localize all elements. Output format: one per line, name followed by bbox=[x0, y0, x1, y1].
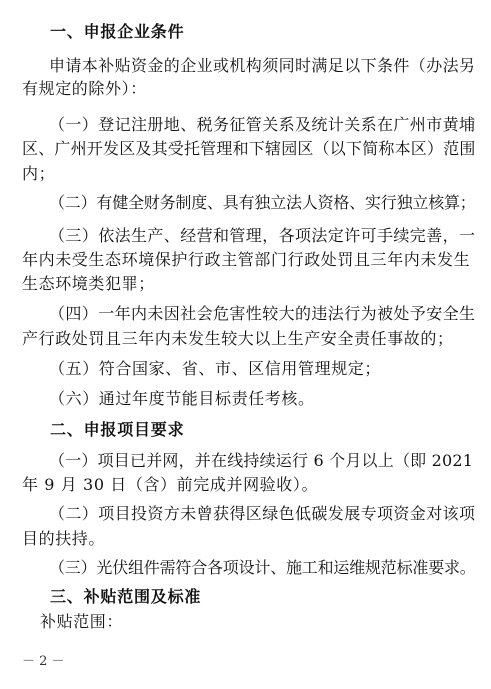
paragraph-line: 产行政处罚且三年内未发生较大以上生产安全责任事故的； bbox=[22, 328, 454, 348]
paragraph-line: （二）项目投资方未曾获得区绿色低碳发展专项资金对该项 bbox=[49, 504, 476, 524]
paragraph-line: （二）有健全财务制度、具有独立法人资格、实行独立核算； bbox=[49, 193, 476, 213]
paragraph-line: （三）依法生产、经营和管理，各项法定许可手续完善，一 bbox=[49, 225, 476, 245]
paragraph-line: 目的扶持。 bbox=[22, 528, 106, 548]
paragraph-line: 补贴范围： bbox=[40, 612, 124, 631]
paragraph-line: （一）项目已并网，并在线持续运行 6 个月以上（即 2021 bbox=[49, 450, 474, 470]
paragraph-line: （六）通过年度节能目标责任考核。 bbox=[49, 388, 315, 408]
page-number: － 2 － bbox=[22, 654, 65, 669]
paragraph-line: （四）一年内未因社会危害性较大的违法行为被处予安全生 bbox=[49, 304, 476, 324]
paragraph-line: 申请本补贴资金的企业或机构须同时满足以下条件（办法另 bbox=[49, 56, 476, 76]
paragraph-line: 年内未受生态环境保护行政主管部门行政处罚且三年内未发生 bbox=[22, 249, 471, 269]
paragraph-line: （五）符合国家、省、市、区信用管理规定； bbox=[49, 359, 382, 379]
paragraph-line: 区、广州开发区及其受托管理和下辖园区（以下简称本区）范围 bbox=[22, 139, 476, 159]
paragraph-line: 生态环境类犯罪； bbox=[22, 273, 155, 293]
paragraph-line: 年 9 月 30 日（含）前完成并网验收）。 bbox=[22, 474, 319, 494]
paragraph-line: 有规定的除外）： bbox=[22, 79, 147, 99]
section-heading-1: 一、申报企业条件 bbox=[50, 22, 185, 41]
paragraph-line: （一）登记注册地、税务征管关系及统计关系在广州市黄埔 bbox=[49, 115, 476, 135]
section-heading-3: 三、补贴范围及标准 bbox=[50, 586, 202, 606]
section-heading-2: 二、申报项目要求 bbox=[50, 420, 185, 440]
paragraph-line: 内； bbox=[22, 163, 56, 183]
paragraph-line: （三）光伏组件需符合各项设计、施工和运维规范标准要求。 bbox=[49, 558, 476, 578]
